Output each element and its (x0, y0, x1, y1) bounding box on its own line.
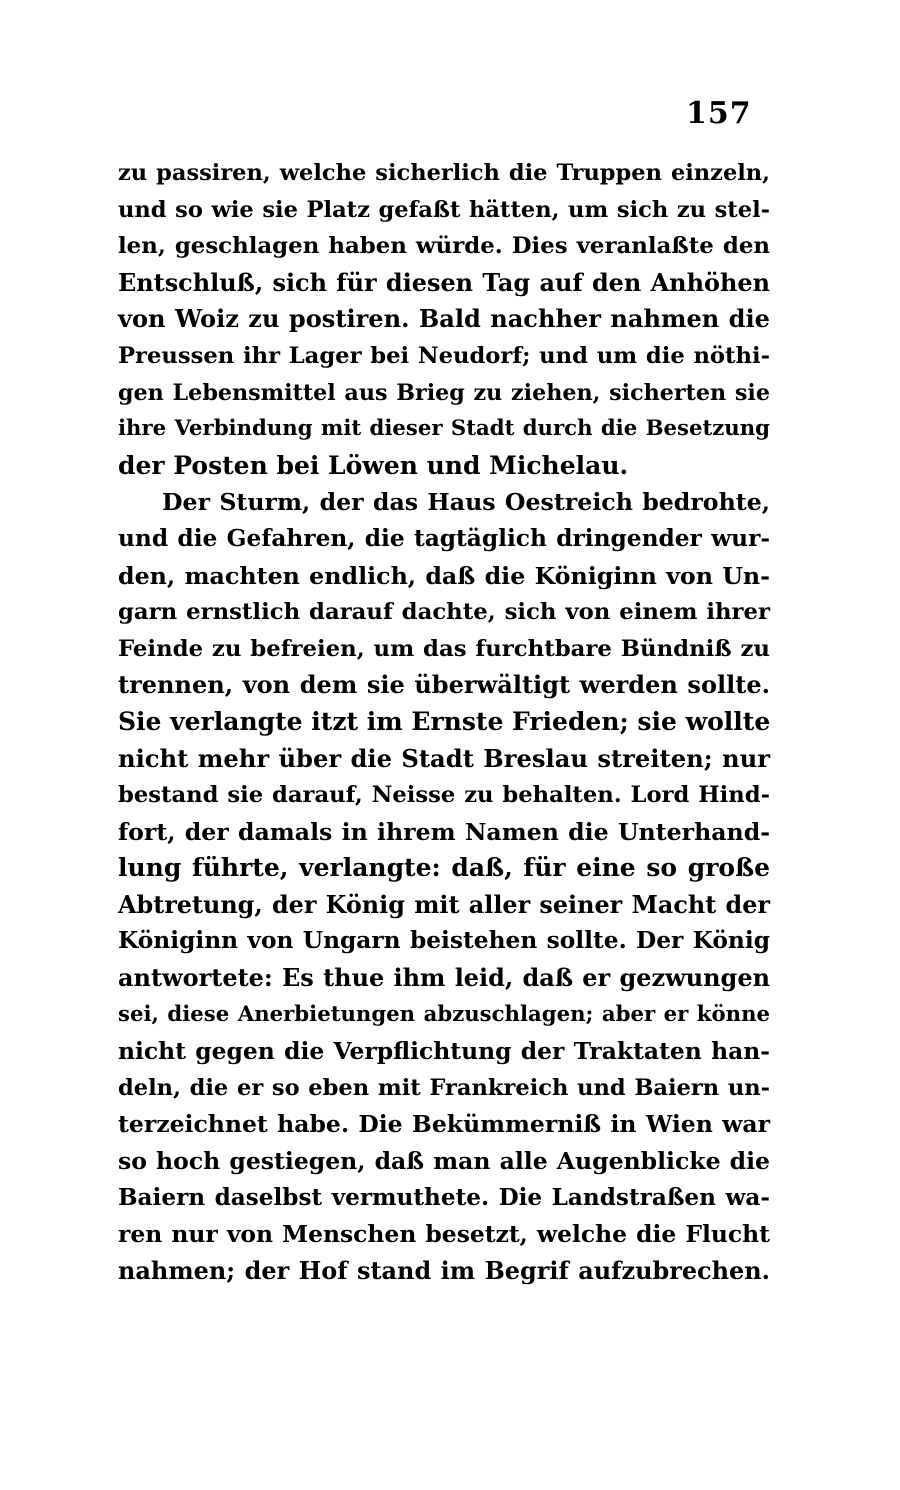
text-line: Entschluß, sich für diesen Tag auf den Anhöhen (118, 268, 770, 297)
text-line: nicht mehr über die Stadt Breslau streiten; nur (118, 743, 770, 773)
text-line: und die Gefahren, die tagtäglich dringender wur- (118, 524, 770, 552)
text-line: so hoch gestiegen, daß man alle Augenblicke die (118, 1147, 770, 1176)
text-line: ren nur von Menschen besetzt, welche die Flucht (118, 1220, 770, 1249)
text-line: sei, diese Anerbietungen abzuschlagen; aber er könne (118, 1001, 770, 1027)
text-line: antwortete: Es thue ihm leid, daß er gezwungen (118, 963, 770, 993)
text-line: Baiern daselbst vermuthete. Die Landstraßen wa- (118, 1183, 770, 1211)
text-line: lung führte, verlangte: daß, für eine so große (118, 853, 770, 883)
text-line: nahmen; der Hof stand im Begrif aufzubrechen. (118, 1256, 770, 1285)
text-line: und so wie sie Platz gefaßt hätten, um sich zu stel- (118, 196, 770, 223)
text-line: ihre Verbindung mit dieser Stadt durch die Besetzung (118, 416, 770, 442)
text-line: Der Sturm, der das Haus Oestreich bedrohte, (162, 488, 770, 517)
text-line: den, machten endlich, daß die Königinn von Un- (118, 561, 770, 590)
text-line: deln, die er so eben mit Frankreich und Baiern un- (118, 1074, 770, 1101)
text-line: trennen, von dem sie überwältigt werden sollte. (118, 670, 770, 700)
text-line: fort, der damals in ihrem Namen die Unterhand- (118, 817, 770, 846)
page-number: 157 (686, 96, 752, 131)
text-line: zu passiren, welche sicherlich die Truppen einzeln, (118, 160, 770, 186)
text-line: Preussen ihr Lager bei Neudorf; und um die nöthi- (118, 342, 770, 369)
text-line: Feinde zu befreien, um das furchtbare Bündniß zu (118, 635, 770, 662)
text-line: gen Lebensmittel aus Brieg zu ziehen, sicherten sie (118, 379, 770, 406)
text-line: Königinn von Ungarn beistehen sollte. Der König (118, 927, 770, 955)
text-line: Sie verlangte itzt im Ernste Frieden; sie wollte (118, 706, 771, 736)
body-text (118, 155, 770, 1289)
paragraph-1 (118, 155, 770, 484)
text-line: von Woiz zu postiren. Bald nachher nahmen die (118, 304, 770, 334)
text-line: der Posten bei Löwen und Michelau. (118, 450, 629, 480)
text-line: Abtretung, der König mit aller seiner Macht der (118, 890, 770, 919)
text-line: bestand sie darauf, Neisse zu behalten. Lord Hind- (118, 782, 770, 809)
text-line: terzeichnet habe. Die Bekümmerniß in Wien war (118, 1110, 770, 1139)
text-line: nicht gegen die Verpflichtung der Traktaten han- (118, 1037, 770, 1066)
text-line: len, geschlagen haben würde. Dies veranlaßte den (118, 233, 770, 260)
text-line: garn ernstlich darauf dachte, sich von einem ihrer (118, 599, 770, 626)
paragraph-2 (118, 484, 770, 1289)
